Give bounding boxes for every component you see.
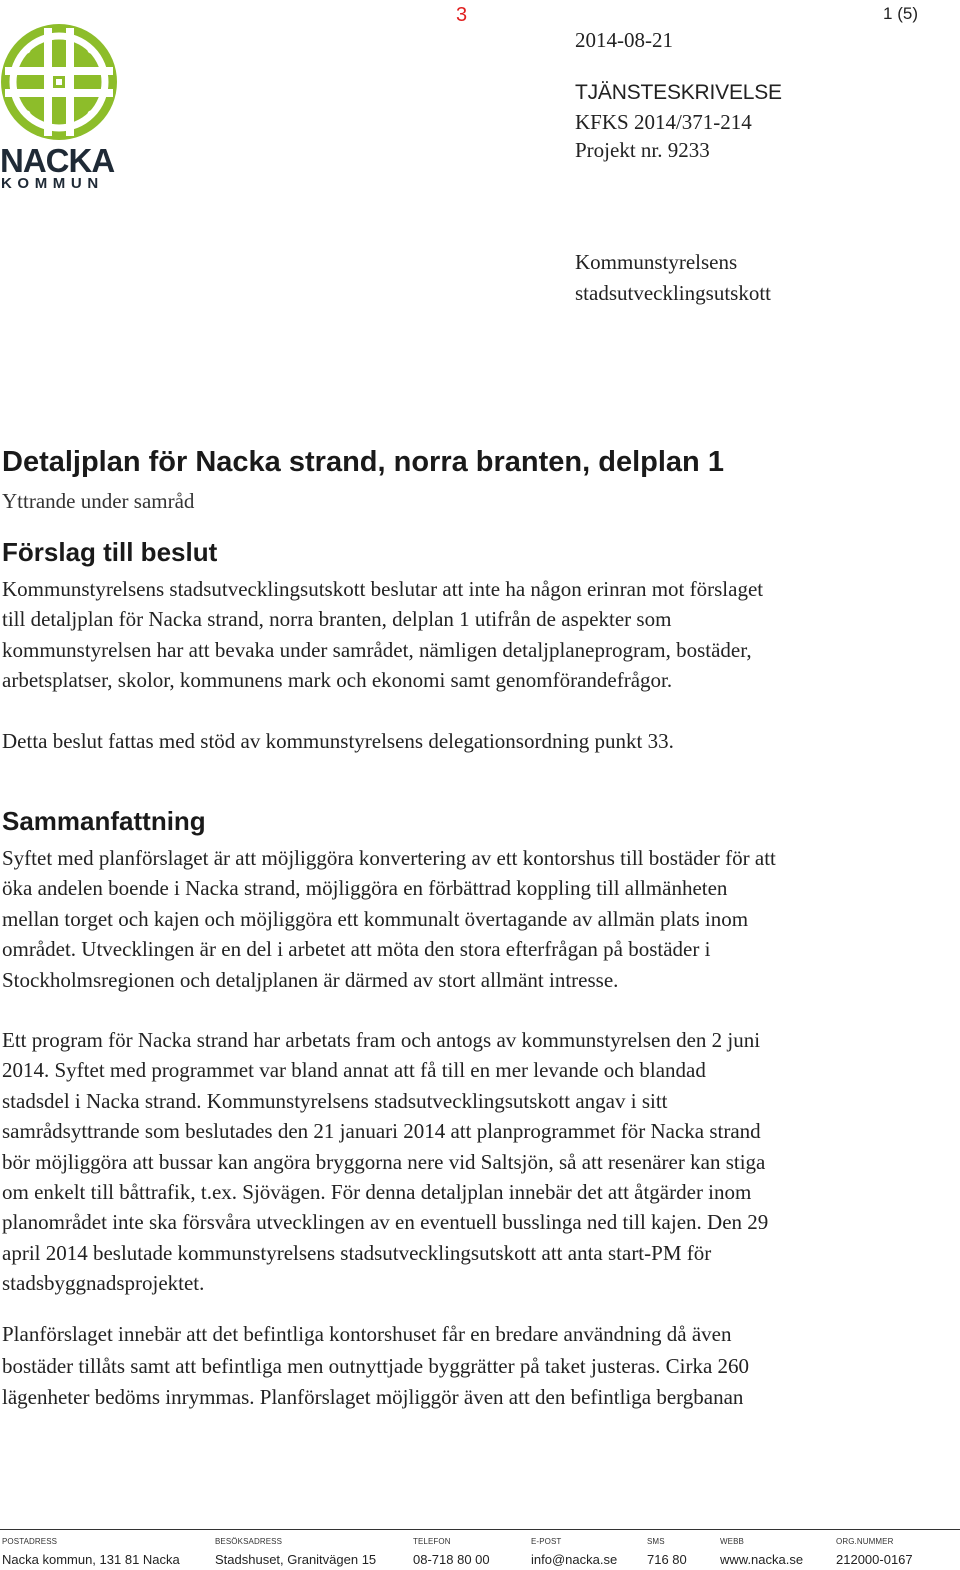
text-line: Stockholmsregionen och detaljplanen är därmed av stort allmänt intresse.	[2, 967, 619, 992]
text-line: samrådsyttrande som beslutades den 21 januari 2014 att planprogrammet för Nacka strand	[2, 1119, 761, 1144]
paragraph	[2, 574, 902, 696]
footer-value: 212000-0167	[836, 1552, 913, 1567]
footer-label: ORG.NUMMER	[836, 1537, 894, 1546]
footer-divider	[0, 1529, 960, 1530]
text-line: Kommunstyrelsens stadsutvecklingsutskott beslutar att inte ha någon erinran mot förslaget	[2, 577, 764, 601]
page-marker: 3	[456, 4, 468, 26]
footer-label: BESÖKSADRESS	[215, 1537, 283, 1546]
text-line: bör möjliggöra att bussar kan angöra bryggorna nere vid Saltsjön, så att resenärer kan stiga	[2, 1149, 766, 1174]
footer-label: SMS	[647, 1537, 665, 1546]
footer-label: WEBB	[720, 1537, 744, 1546]
footer-value: 08-718 80 00	[413, 1552, 490, 1567]
text-line: 2014. Syftet med programmet var bland annat att få till en mer levande och blandad	[2, 1058, 706, 1083]
text-line: kommunstyrelsen har att bevaka under samrådet, nämligen detaljplaneprogram, bostäder,	[2, 637, 752, 662]
footer-label: E-POST	[531, 1537, 562, 1546]
footer-visit	[215, 1537, 376, 1567]
text-line: stadsdel i Nacka strand. Kommunstyrelsens stadsutvecklingsutskott angav i sitt	[2, 1088, 668, 1113]
text-line: Detta beslut fattas med stöd av kommunstyrelsens delegationsordning punkt 33.	[2, 729, 674, 753]
nacka-logo	[0, 24, 124, 194]
footer-phone	[413, 1537, 490, 1567]
document-type: TJÄNSTESKRIVELSE	[575, 81, 782, 104]
document-date: 2014-08-21	[575, 28, 673, 52]
text-line: bostäder tillåts samt att befintliga men outnyttjade byggrätter på taket justeras. Cirka 260	[2, 1353, 750, 1378]
text-line: Ett program för Nacka strand har arbetats fram och antogs av kommunstyrelsen den 2 juni	[2, 1028, 761, 1052]
reference-number: KFKS 2014/371-214	[575, 110, 752, 134]
page-title: Detaljplan för Nacka strand, norra branten, delplan 1	[2, 446, 724, 478]
logo-wordmark: NACKA	[0, 142, 115, 179]
footer-label: POSTADRESS	[2, 1537, 58, 1546]
footer-postal	[2, 1537, 180, 1567]
text-line: om enkelt till båttrafik, t.ex. Sjövägen. För denna detaljplan innebär det att åtgärder inom	[2, 1180, 752, 1205]
footer-value: 716 80	[647, 1552, 687, 1567]
footer-label: TELEFON	[413, 1537, 451, 1546]
footer-value: Nacka kommun, 131 81 Nacka	[2, 1552, 180, 1567]
footer-value: www.nacka.se	[720, 1552, 804, 1567]
footer-value: Stadshuset, Granitvägen 15	[215, 1552, 377, 1567]
text-line: lägenheter bedöms inrymmas. Planförslaget möjliggör även att den befintliga bergbanan	[2, 1385, 744, 1409]
section-heading-beslut: Förslag till beslut	[2, 537, 218, 567]
text-line: Syftet med planförslaget är att möjliggöra konvertering av ett kontorshus till bostäder för att	[2, 846, 776, 870]
text-line: arbetsplatser, skolor, kommunens mark och ekonomi samt genomförandefrågor.	[2, 668, 673, 693]
paragraph	[2, 1025, 902, 1299]
paragraph	[2, 726, 902, 756]
footer-web	[720, 1537, 803, 1567]
text-line: öka andelen boende i Nacka strand, möjliggöra en förbättrad koppling till allmänheten	[2, 876, 728, 901]
text-line: stadsbyggnadsprojektet.	[2, 1271, 205, 1296]
project-number: Projekt nr. 9233	[575, 138, 710, 162]
page-count: 1 (5)	[883, 4, 918, 23]
text-line: området. Utvecklingen är en del i arbetet att möta den stora efterfrågan på bostäder i	[2, 937, 711, 962]
text-line: till detaljplan för Nacka strand, norra branten, delplan 1 utifrån de aspekter som	[2, 607, 672, 632]
text-line: mellan torget och kajen och möjliggöra ett kommunalt övertagande av allmän plats inom	[2, 906, 749, 931]
footer-sms	[647, 1537, 687, 1567]
logo-subtext: KOMMUN	[1, 175, 104, 192]
footer-value: info@nacka.se	[531, 1552, 618, 1567]
paragraph	[2, 1319, 902, 1414]
footer-email	[531, 1537, 617, 1567]
page-subtitle: Yttrande under samråd	[2, 489, 195, 513]
section-heading-sammanfattning: Sammanfattning	[2, 806, 206, 836]
recipient-line-2: stadsutvecklingsutskott	[575, 281, 771, 305]
paragraph	[2, 843, 902, 995]
footer-org-number	[836, 1537, 913, 1567]
text-line: Planförslaget innebär att det befintliga kontorshuset får en bredare användning då även	[2, 1322, 732, 1346]
recipient-line-1: Kommunstyrelsens	[575, 250, 738, 274]
text-line: april 2014 beslutade kommunstyrelsens stadsutvecklingsutskott att anta start-PM för	[2, 1240, 712, 1265]
text-line: planområdet inte ska försvåra utvecklingen av en eventuell busslinga ned till kajen. Den 29	[2, 1210, 769, 1235]
